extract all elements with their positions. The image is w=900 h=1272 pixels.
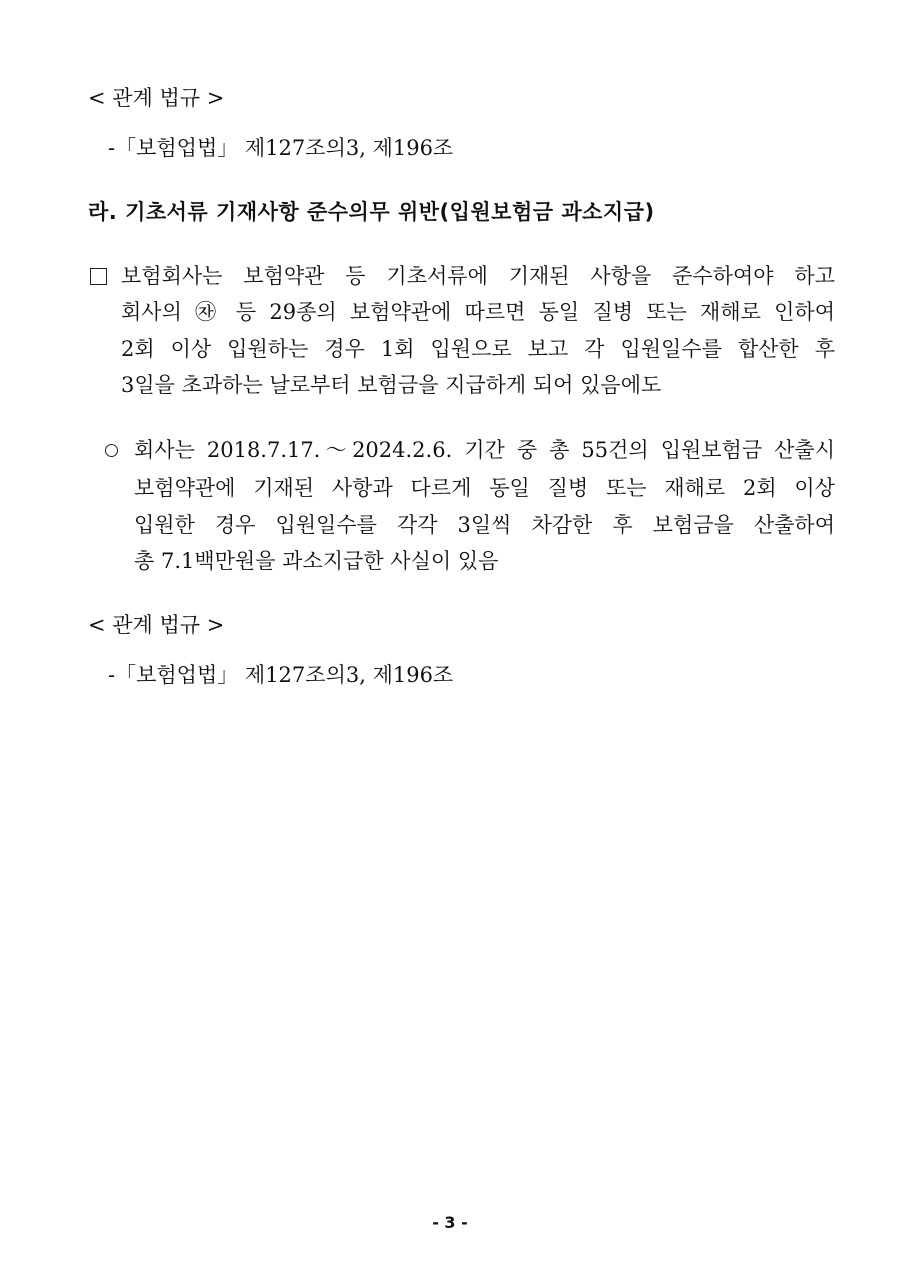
paragraph-line: 2회 이상 입원하는 경우 1회 입원으로 보고 각 입원일수를 합산한 후 — [121, 337, 835, 361]
laws-heading: < 관계 법규 > — [88, 613, 225, 637]
square-bullet-icon — [90, 268, 107, 285]
section-heading: 라. 기초서류 기재사항 준수의무 위반(입원보험금 과소지급) — [88, 200, 655, 224]
paragraph-line: 입원한 경우 입원일수를 각각 3일씩 차감한 후 보험금을 산출하여 — [134, 513, 835, 537]
page-number: - 3 - — [432, 1213, 468, 1232]
paragraph-line: 회사의 ㉶ 등 29종의 보험약관에 따르면 동일 질병 또는 재해로 인하여 — [121, 300, 835, 324]
law-item: -「보험업법」 제127조의3, 제196조 — [108, 663, 454, 687]
law-item: -「보험업법」 제127조의3, 제196조 — [108, 136, 454, 160]
circle-bullet-icon — [105, 444, 118, 457]
paragraph-line: 회사는 2018.7.17.～2024.2.6. 기간 중 총 55건의 입원보험금 산출시 — [134, 438, 835, 462]
paragraph-line: 3일을 초과하는 날로부터 보험금을 지급하게 되어 있음에도 — [121, 373, 662, 397]
paragraph-line: 보험약관에 기재된 사항과 다르게 동일 질병 또는 재해로 2회 이상 — [134, 476, 835, 500]
paragraph-line: 보험회사는 보험약관 등 기초서류에 기재된 사항을 준수하여야 하고 — [121, 264, 835, 288]
paragraph-line: 총 7.1백만원을 과소지급한 사실이 있음 — [134, 549, 499, 573]
laws-heading: < 관계 법규 > — [88, 86, 225, 110]
